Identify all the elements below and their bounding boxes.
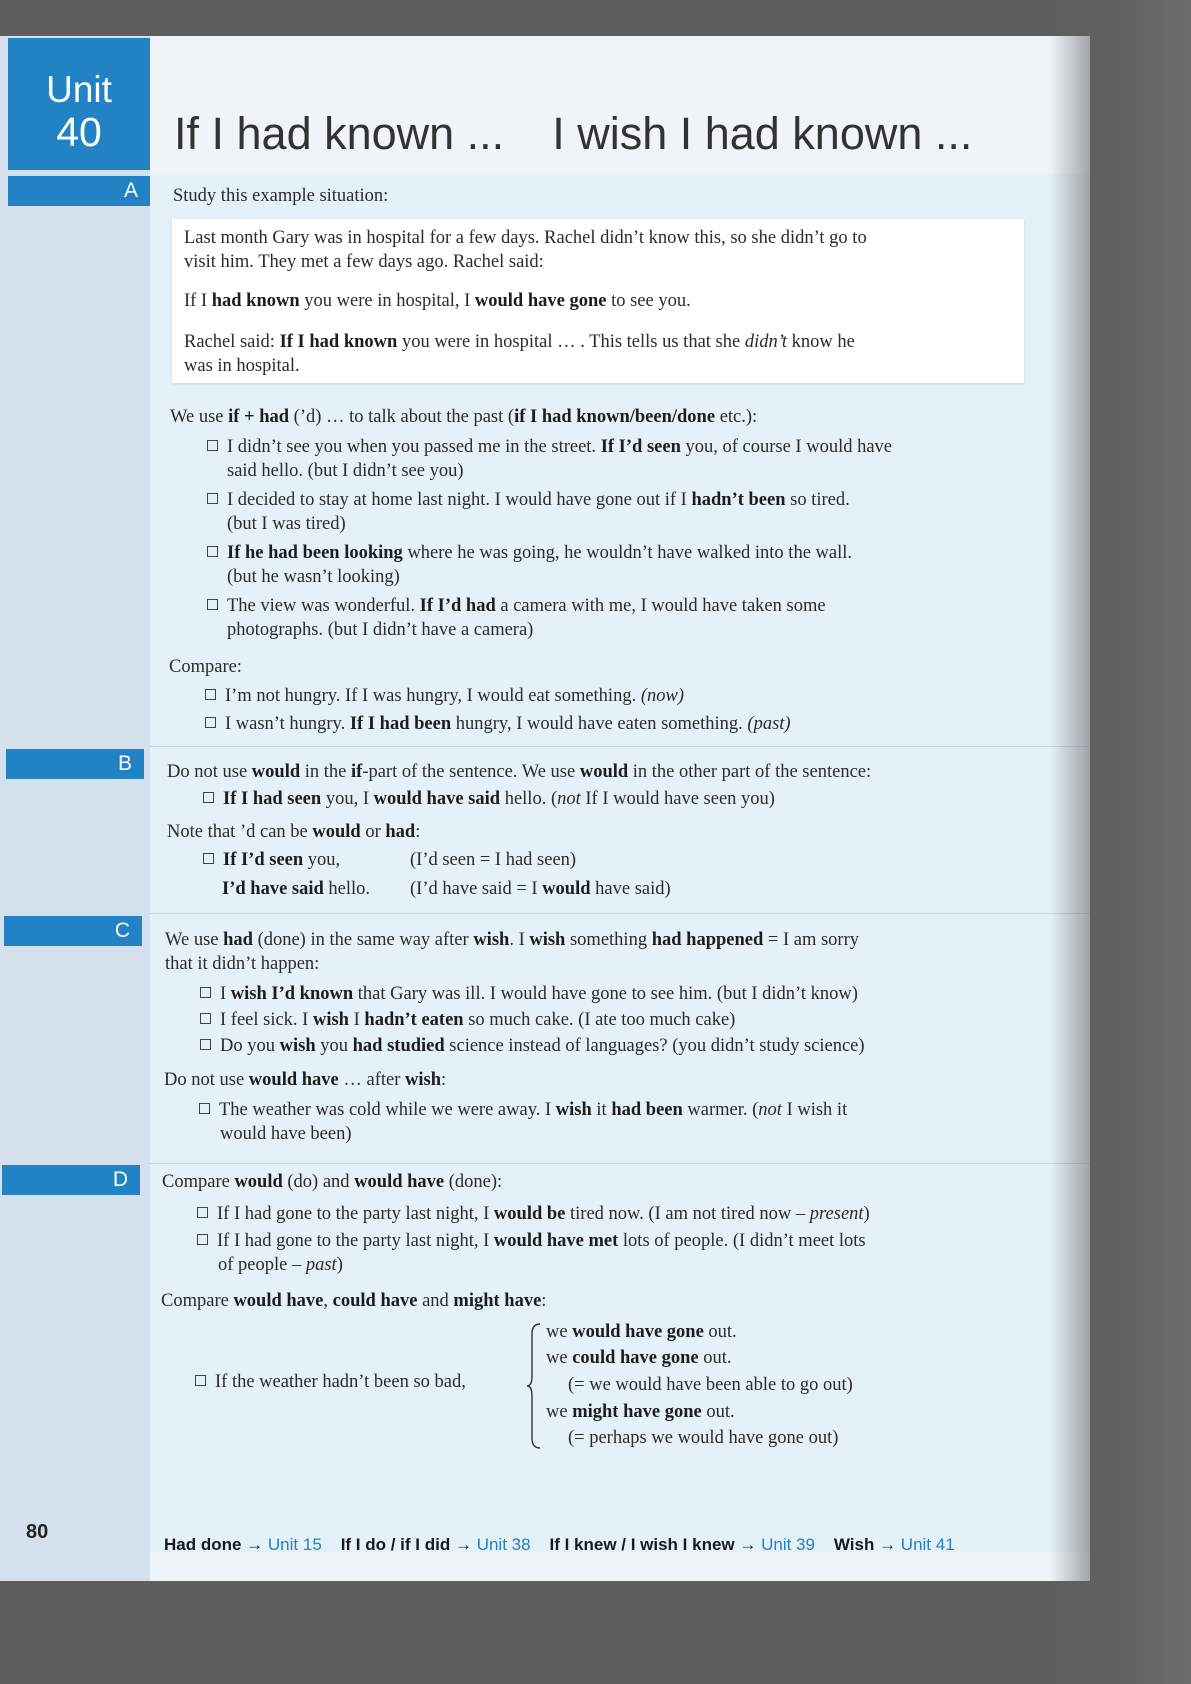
crossref-link-unit-39[interactable]: Unit 39: [761, 1535, 815, 1554]
note-b1-gloss: (I’d seen = I had seen): [410, 850, 577, 870]
option-could-note: (= we would have been able to go out): [568, 1375, 853, 1395]
unit-number: 40: [56, 109, 102, 155]
example-a4: The view was wonderful. If I’d had a camera with me, I would have taken some: [207, 594, 826, 619]
section-tab-a: A: [8, 176, 150, 206]
crossref-link-unit-38[interactable]: Unit 38: [476, 1535, 531, 1554]
section-divider-b: [150, 746, 1090, 747]
footer-crossrefs: Had done → Unit 15 If I do / if I did → Unit 38 If I knew / I wish I knew → Unit 39 Wish → Unit 41: [164, 1535, 955, 1554]
crossref-label-4: Wish: [833, 1535, 875, 1554]
example-c1: I wish I’d known that Gary was ill. I would have gone to see him. (but I didn’t know): [200, 982, 858, 1007]
section-c-note: Do not use would have … after wish:: [164, 1070, 447, 1090]
example-line-2: visit him. They met a few days ago. Rachel said:: [184, 252, 544, 272]
bullet-box-icon: [199, 1103, 210, 1114]
section-d-rule: Compare would (do) and would have (done):: [162, 1172, 503, 1192]
example-a2-line2: (but I was tired): [227, 514, 346, 534]
crossref-label-2: If I do / if I did: [340, 1535, 451, 1554]
compare-a2: I wasn’t hungry. If I had been hungry, I would have eaten something. (past): [205, 712, 791, 737]
example-a3-line2: (but he wasn’t looking): [227, 567, 400, 587]
example-a1: I didn’t see you when you passed me in the street. If I’d seen you, of course I would have: [207, 435, 892, 460]
page-sidebar: [0, 36, 150, 1581]
bullet-box-icon: [200, 1039, 211, 1050]
section-a-intro: Study this example situation:: [173, 186, 389, 206]
example-line-1: Last month Gary was in hospital for a few days. Rachel didn’t know this, so she didn’t go to: [184, 228, 867, 248]
section-tab-d: D: [2, 1165, 140, 1195]
section-tab-c: C: [4, 916, 142, 946]
page-title: [174, 108, 1020, 160]
example-explanation-2: was in hospital.: [184, 356, 300, 376]
example-d1: If I had gone to the party last night, I would be tired now. (I am not tired now – present): [197, 1202, 870, 1227]
example-a3: If he had been looking where he was going, he wouldn’t have walked into the wall.: [207, 541, 852, 566]
section-a-rule: We use if + had (’d) … to talk about the past (if I had known/been/done etc.):: [170, 407, 758, 427]
bullet-box-icon: [200, 1013, 211, 1024]
bullet-box-icon: [200, 987, 211, 998]
bullet-box-icon: [203, 792, 214, 803]
book-spine-shadow: [1050, 0, 1191, 1684]
compare-a1: I’m not hungry. If I was hungry, I would eat something. (now): [205, 684, 684, 709]
section-b-rule: Do not use would in the if-part of the sentence. We use would in the other part of the sentence:: [167, 762, 872, 782]
option-would: we would have gone out.: [546, 1322, 737, 1342]
curly-brace-icon: [526, 1322, 542, 1450]
unit-label: Unit: [46, 69, 112, 110]
section-divider-d: [150, 1163, 1090, 1164]
compare-label-a: Compare:: [169, 657, 242, 677]
note-b1: If I’d seen you,: [203, 848, 340, 873]
example-c3: Do you wish you had studied science instead of languages? (you didn’t study science): [200, 1034, 865, 1059]
section-tab-b: B: [6, 749, 144, 779]
title-part-1: If I had known ...: [174, 108, 505, 159]
bullet-box-icon: [205, 717, 216, 728]
example-a4-line2: photographs. (but I didn’t have a camera): [227, 620, 534, 640]
note-b2-gloss: (I’d have said = I would have said): [410, 879, 671, 899]
unit-badge: [8, 38, 150, 170]
example-d2: If I had gone to the party last night, I would have met lots of people. (I didn’t meet lots: [197, 1229, 866, 1254]
bullet-box-icon: [197, 1234, 208, 1245]
example-quote: If I had known you were in hospital, I would have gone to see you.: [184, 291, 691, 311]
crossref-link-unit-41[interactable]: Unit 41: [900, 1535, 955, 1554]
section-divider-c: [150, 913, 1090, 914]
section-d-compare: Compare would have, could have and might have:: [161, 1291, 547, 1311]
example-a2: I decided to stay at home last night. I would have gone out if I hadn’t been so tired.: [207, 488, 850, 513]
bullet-box-icon: [205, 689, 216, 700]
section-c-rule: We use had (done) in the same way after wish. I wish something had happened = I am sorry: [165, 930, 859, 950]
title-part-2: I wish I had known ...: [552, 108, 973, 159]
option-might: we might have gone out.: [546, 1402, 735, 1422]
note-b2: I’d have said hello.: [222, 879, 371, 899]
crossref-link-unit-15[interactable]: Unit 15: [267, 1535, 322, 1554]
bullet-box-icon: [207, 546, 218, 557]
example-c4: The weather was cold while we were away. I wish it had been warmer. (not I wish it: [199, 1098, 847, 1123]
bullet-box-icon: [195, 1375, 206, 1386]
crossref-label-3: If I knew / I wish I knew: [549, 1535, 735, 1554]
example-b1: If I had seen you, I would have said hello. (not If I would have seen you): [203, 787, 775, 812]
bullet-box-icon: [203, 853, 214, 864]
bullet-box-icon: [207, 493, 218, 504]
example-c4-line2: would have been): [220, 1124, 352, 1144]
option-could: we could have gone out.: [546, 1348, 732, 1368]
section-c-rule-2: that it didn’t happen:: [165, 954, 320, 974]
example-d-condition: If the weather hadn’t been so bad,: [195, 1370, 466, 1395]
page-number: 80: [26, 1521, 49, 1543]
section-b-note: Note that ’d can be would or had:: [167, 822, 421, 842]
example-d2-line2: of people – past): [218, 1255, 343, 1275]
crossref-label-1: Had done: [164, 1535, 242, 1554]
example-c2: I feel sick. I wish I hadn’t eaten so much cake. (I ate too much cake): [200, 1008, 735, 1033]
option-might-note: (= perhaps we would have gone out): [568, 1428, 839, 1448]
example-explanation: Rachel said: If I had known you were in hospital … . This tells us that she didn’t know he: [184, 332, 855, 352]
bullet-box-icon: [207, 599, 218, 610]
example-a1-line2: said hello. (but I didn’t see you): [227, 461, 464, 481]
bullet-box-icon: [207, 440, 218, 451]
bullet-box-icon: [197, 1207, 208, 1218]
